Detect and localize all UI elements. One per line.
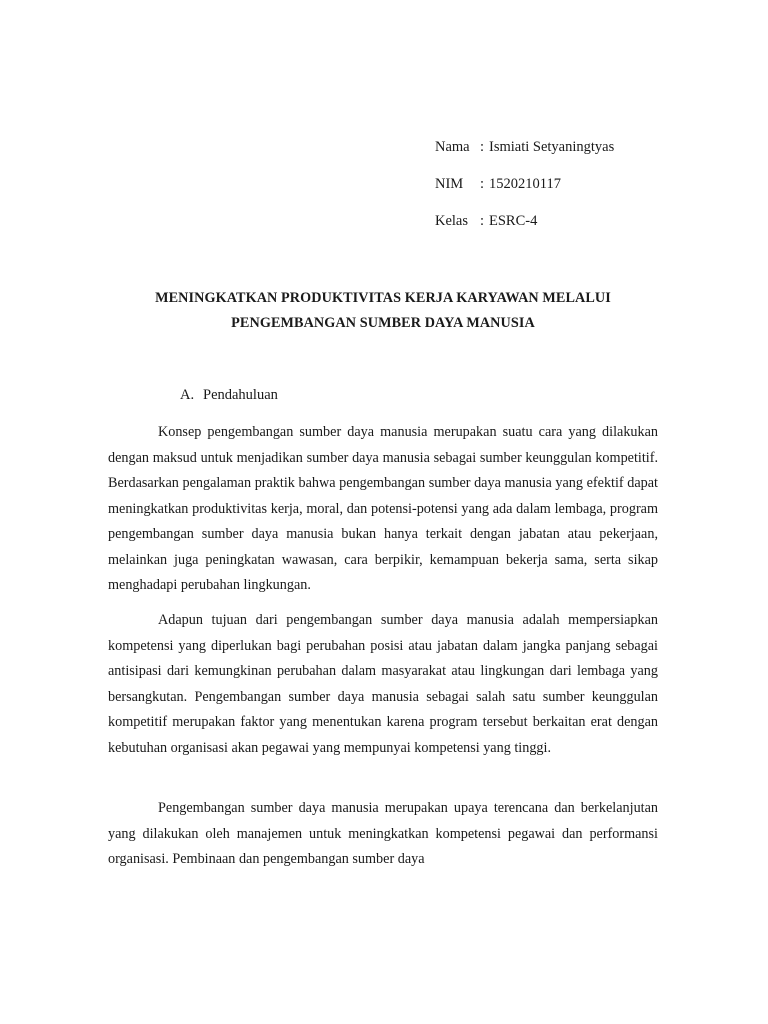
paragraph-3 [108, 796, 658, 873]
class-label: Kelas [435, 213, 469, 229]
nim-label: NIM [435, 176, 464, 192]
document-title [108, 286, 658, 336]
student-identity-block [435, 138, 614, 249]
identity-row-class [435, 212, 614, 230]
identity-row-nim [435, 175, 614, 193]
nim-separator: : [480, 176, 485, 192]
paragraph-1-text: Konsep pengembangan sumber daya manusia merupakan suatu cara yang dilakukan dengan maksud untuk menjadikan sumber daya manusia sebagai sumber keunggulan kompetitif. Berdasarkan pengalaman praktik bahwa pengembangan sumber daya manusia yang efektif dapat meningkatkan produktivitas kerja, moral, dan potensi-potensi yang ada dalam lembaga, program pengembangan sumber daya manusia bukan hanya terkait dengan jabatan atau pekerjaan, melainkan juga peningkatan wawasan, cara berpikir, kemampuan bekerja sama, serta sikap menghadapi perubahan lingkungan. [108, 424, 658, 593]
paragraph-2 [108, 608, 658, 761]
paragraph-1 [108, 420, 658, 599]
section-letter: A. [180, 387, 195, 403]
nim-value: 1520210117 [489, 176, 561, 192]
paragraph-3-text: Pengembangan sumber daya manusia merupakan upaya terencana dan berkelanjutan yang dilakukan oleh manajemen untuk meningkatkan kompetensi pegawai dan performansi organisasi. Pembinaan dan pengembangan sumber daya [108, 800, 658, 867]
identity-row-name [435, 138, 614, 156]
title-line-2: PENGEMBANGAN SUMBER DAYA MANUSIA [231, 315, 535, 331]
paragraph-2-text: Adapun tujuan dari pengembangan sumber daya manusia adalah mempersiapkan kompetensi yang diperlukan bagi perubahan posisi atau jabatan dalam jangka panjang sebagai antisipasi dari kemungkinan perubahan dalam masyarakat atau lingkungan dari lembaga yang bersangkutan. Pengembangan sumber daya manusia sebagai salah satu sumber keunggulan kompetitif merupakan faktor yang menentukan karena program tersebut berkaitan erat dengan kebutuhan organisasi akan pegawai yang mempunyai kompetensi yang tinggi. [108, 612, 658, 756]
section-heading [180, 386, 278, 404]
name-separator: : [480, 139, 485, 155]
class-separator: : [480, 213, 485, 229]
section-title: Pendahuluan [203, 387, 278, 403]
name-label: Nama [435, 139, 470, 155]
title-line-1: MENINGKATKAN PRODUKTIVITAS KERJA KARYAWAN MELALUI [155, 290, 611, 306]
class-value: ESRC-4 [489, 213, 538, 229]
name-value: Ismiati Setyaningtyas [489, 139, 615, 155]
